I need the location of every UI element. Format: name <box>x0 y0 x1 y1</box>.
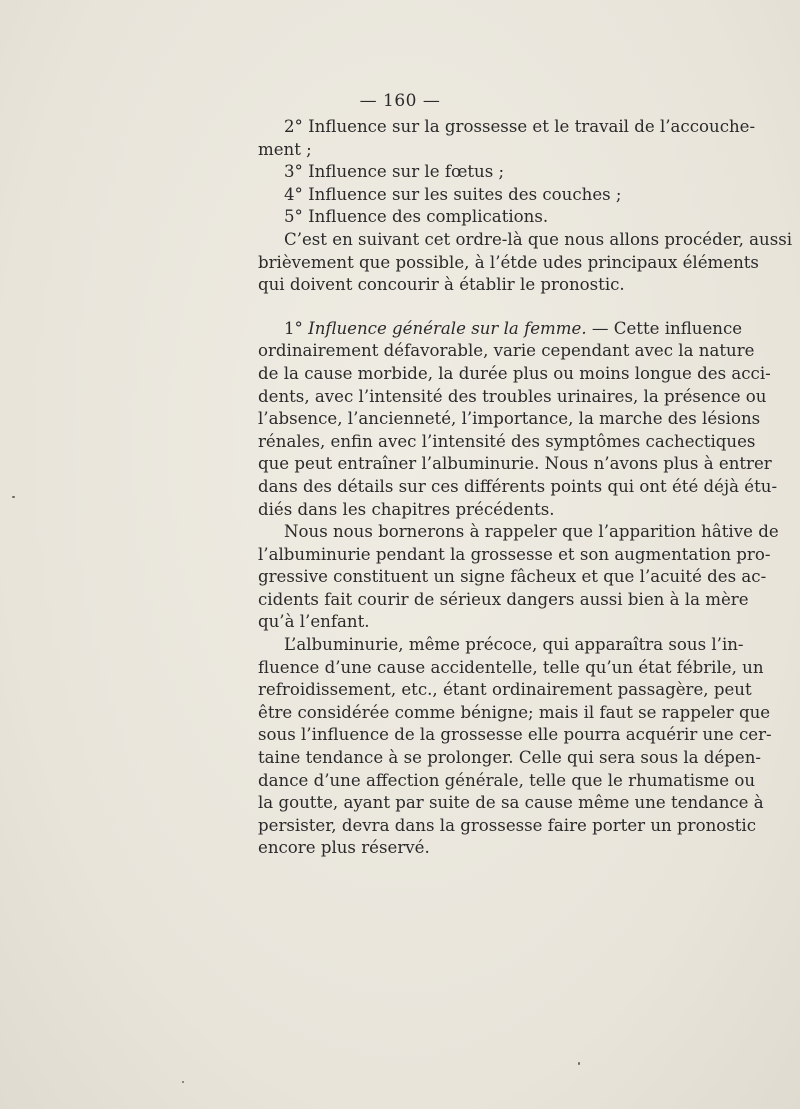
paragraph-gap <box>258 297 713 318</box>
text-line: refroidissement, etc., étant ordinairement passagère, peut <box>258 680 752 700</box>
section-paragraph <box>258 318 778 521</box>
section-title: Influence générale sur la femme. <box>308 318 587 338</box>
text-line: la goutte, ayant par suite de sa cause même une tendance à <box>258 793 764 813</box>
text-line: qui doivent concourir à établir le pronostic. <box>258 275 625 295</box>
text-line: encore plus réservé. <box>258 838 430 858</box>
text-line: cidents fait courir de sérieux dangers aussi bien à la mère <box>258 589 749 609</box>
text-line: qu’à l’enfant. <box>258 612 370 632</box>
paragraph-precoce <box>258 634 772 860</box>
text-line: dents, avec l’intensité des troubles urinaires, la présence ou <box>258 386 767 406</box>
paper-speck <box>182 1081 184 1083</box>
text-line: gressive constituent un signe fâcheux et que l’acuité des ac- <box>258 567 767 587</box>
section-heading-line <box>258 318 743 341</box>
text-line: que peut entraîner l’albuminurie. Nous n’avons plus à entrer <box>258 454 772 474</box>
page-number: — 160 — <box>359 91 441 111</box>
text-line: persister, devra dans la grossesse faire porter un pronostic <box>258 815 757 835</box>
list-item-2 <box>258 116 756 161</box>
text-line: brièvement que possible, à l’étde udes principaux éléments <box>258 252 759 272</box>
intro-paragraph <box>258 229 793 297</box>
text-line: 2° Influence sur la grossesse et le travail de l’accouche- <box>284 117 756 136</box>
text-line: sous l’influence de la grossesse elle pourra acquérir une cer- <box>258 725 772 745</box>
text-line: dans des détails sur ces différents points qui ont été déjà étu- <box>258 476 778 496</box>
text-line: ment ; <box>258 139 312 159</box>
text-line: l’absence, l’ancienneté, l’importance, la marche des lésions <box>258 409 761 429</box>
text-line: diés dans les chapitres précédents. <box>258 499 555 519</box>
text-line: 3° Influence sur le fœtus ; <box>284 162 505 182</box>
text-line: 4° Influence sur les suites des couches ; <box>284 184 622 204</box>
text-line: de la cause morbide, la durée plus ou moins longue des acci- <box>258 363 771 383</box>
section-heading-rest: — Cette influence <box>591 318 743 338</box>
text-line: l’albuminurie pendant la grossesse et son augmentation pro- <box>258 544 771 564</box>
list-item-3 <box>258 161 713 184</box>
text-line: Nous nous bornerons à rappeler que l’apparition hâtive de <box>284 522 779 542</box>
paper-speck <box>12 496 15 498</box>
section-number: 1° <box>284 318 303 338</box>
body-text <box>258 116 793 860</box>
text-line: C’est en suivant cet ordre-là que nous allons procéder, aussi <box>284 229 793 249</box>
text-line: fluence d’une cause accidentelle, telle qu’un état fébrile, un <box>258 657 764 677</box>
paper-speck <box>578 1062 580 1065</box>
paragraph-apparition <box>258 521 779 634</box>
list-item-5 <box>258 206 713 229</box>
text-line: taine tendance à se prolonger. Celle qui sera sous la dépen- <box>258 748 762 768</box>
text-line: dance d’une affection générale, telle que le rhumatisme ou <box>258 770 756 790</box>
text-line: L’albuminurie, même précoce, qui apparaîtra sous l’in- <box>284 635 744 655</box>
text-line: 5° Influence des complications. <box>284 207 549 227</box>
text-line: ordinairement défavorable, varie cependant avec la nature <box>258 341 755 361</box>
text-line: être considérée comme bénigne; mais il faut se rappeler que <box>258 702 771 722</box>
text-line: rénales, enfin avec l’intensité des symptômes cachectiques <box>258 431 756 451</box>
list-item-4 <box>258 184 713 207</box>
